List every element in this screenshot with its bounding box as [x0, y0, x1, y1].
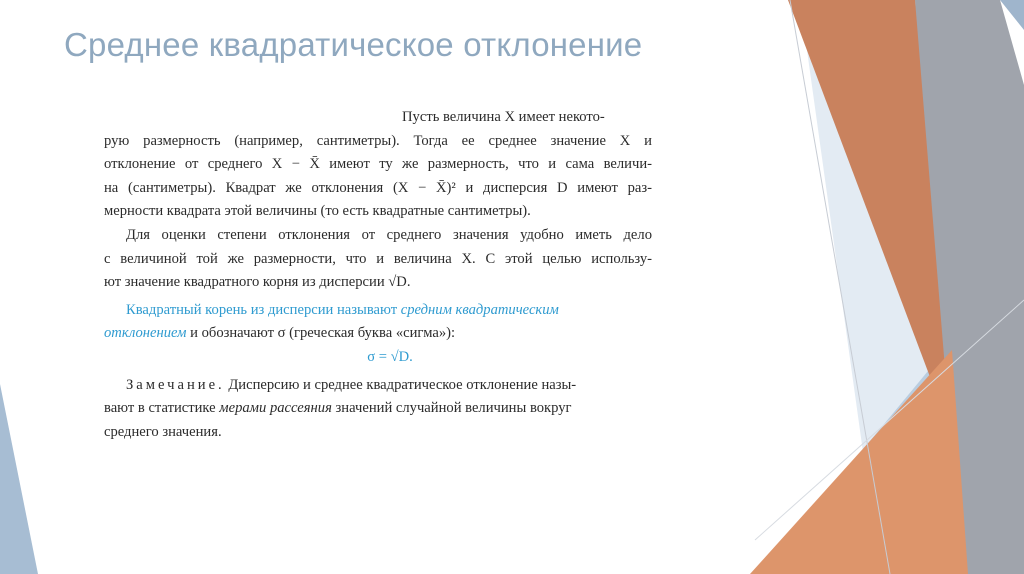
paragraph-2-line-3: ют значение квадратного корня из дисперсии √D. [104, 274, 411, 291]
left-blue-triangle [0, 384, 38, 574]
paragraph-1-line-2: рую размерность (например, сантиметры). Тогда ее среднее значение X и [104, 132, 652, 149]
note-label: Замечание. [126, 376, 225, 393]
text-excerpt [104, 106, 652, 444]
sigma-formula: σ = √D. [367, 348, 413, 365]
definition-line-2 [104, 322, 652, 346]
defined-term: средним квадратическим [400, 301, 559, 318]
note-text-c: значений случайной величины вокруг [331, 400, 572, 417]
definition-text: Квадратный корень из дисперсии называют [126, 301, 401, 318]
paragraph-2-line-1: Для оценки степени отклонения от среднего значения удобно иметь дело [126, 226, 652, 243]
note-text-a: вают в статистике [104, 400, 220, 417]
note-line-2 [104, 397, 652, 421]
paragraph-1-line-1: Пусть величина X имеет некото- [402, 109, 605, 125]
note-line-3: среднего значения. [104, 423, 222, 440]
slide-title: Среднее квадратическое отклонение [64, 26, 643, 63]
paragraph-1-line-5: мерности квадрата этой величины (то есть квадратные сантиметры). [104, 203, 531, 220]
paragraph-1-line-4: на (сантиметры). Квадрат же отклонения (X − X̄)² и дисперсия D имеют раз- [104, 179, 652, 196]
paragraph-2-line-2: с величиной той же размерности, что и величина X. С этой целью использу- [104, 250, 652, 267]
definition-text-continued: и обозначают σ (греческая буква «сигма»): [186, 325, 456, 342]
note-term: мерами рассеяния [219, 400, 332, 417]
paragraph-1-line-3: отклонение от среднего X − X̄ имеют ту же размерность, что и сама величи- [104, 156, 652, 173]
defined-term-continued: отклонением [104, 325, 187, 342]
note-text: Дисперсию и среднее квадратическое отклонение назы- [224, 376, 577, 393]
note-line-1 [104, 374, 652, 398]
definition-line-1 [104, 299, 652, 323]
